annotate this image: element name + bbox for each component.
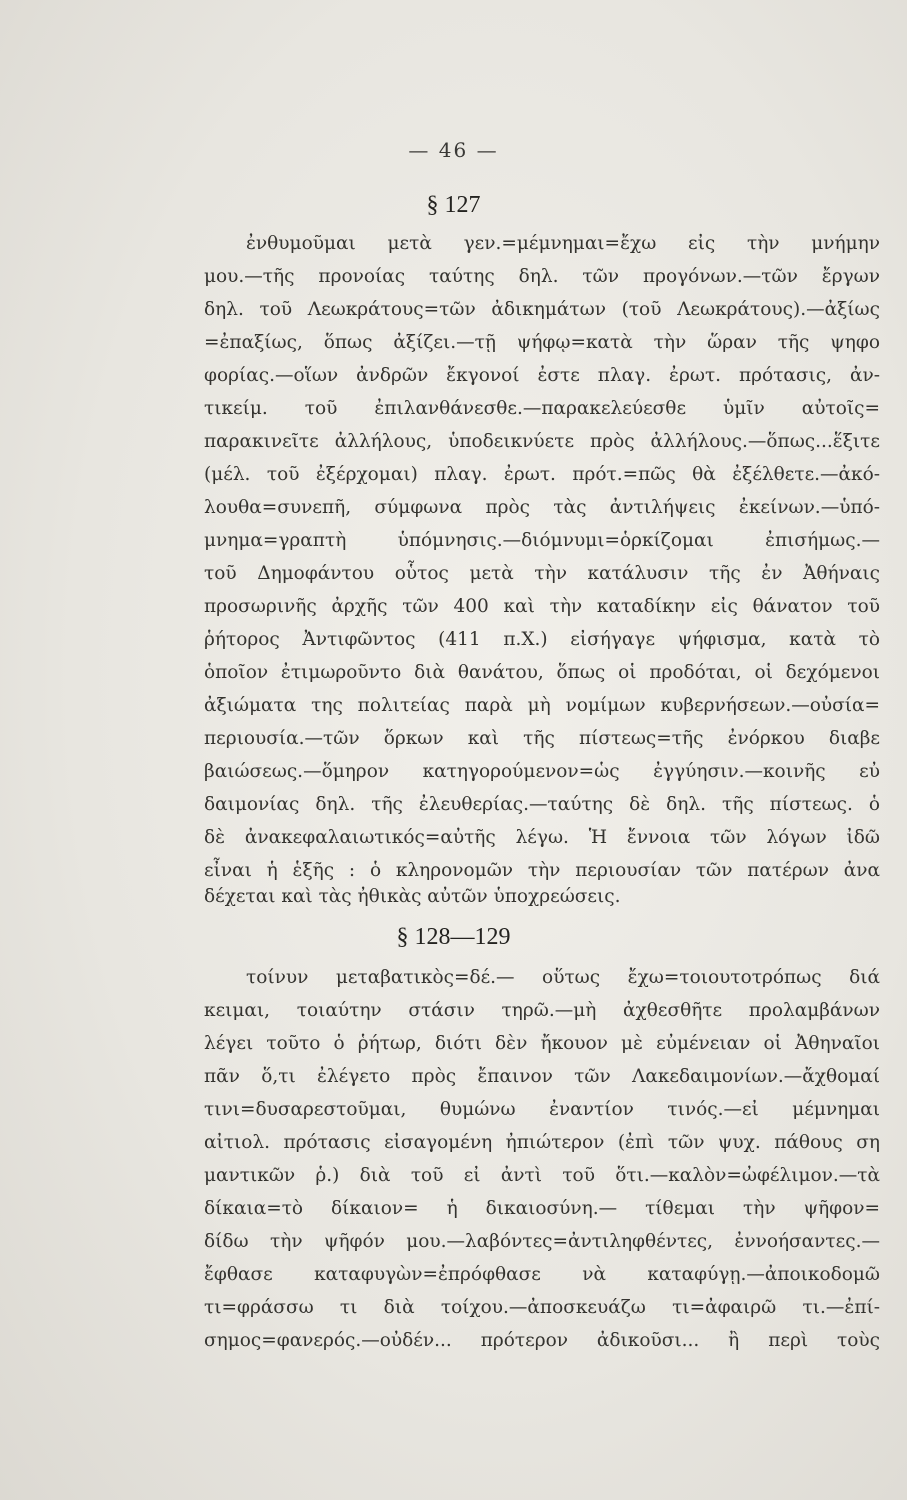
text-line: δὲ ἀνακεφαλαιωτικός=αὐτῆς λέγω. Ἡ ἔννοια τῶν λόγων ἰδῶ	[204, 827, 880, 848]
text-line: τοῦ Δημοφάντου οὗτος μετὰ τὴν κατάλυσιν τῆς ἐν Ἀθήναις	[204, 563, 880, 584]
text-line: περιουσία.—τῶν ὅρκων καὶ τῆς πίστεως=τῆς ἐνόρκου διαβε	[204, 728, 880, 749]
text-line: δίκαια=τὸ δίκαιον= ἡ δικαιοσύνη.— τίθεμαι τὴν ψῆφον=	[204, 1198, 880, 1219]
text-line: (μέλ. τοῦ ἐξέρχομαι) πλαγ. ἐρωτ. πρότ.=πῶς θὰ ἐξέλθετε.—ἀκό-	[204, 464, 880, 485]
text-line: ἔφθασε καταφυγὼν=ἐπρόφθασε νὰ καταφύγῃ.—ἀποικοδομῶ	[204, 1264, 880, 1285]
text-line: βαιώσεως.—ὅμηρον κατηγορούμενον=ὡς ἐγγύησιν.—κοινῆς εὐ	[204, 761, 880, 782]
text-line: ἐνθυμοῦμαι μετὰ γεν.=μέμνημαι=ἔχω εἰς τὴν μνήμην	[246, 233, 880, 254]
text-line: πᾶν ὅ,τι ἐλέγετο πρὸς ἔπαινον τῶν Λακεδαιμονίων.—ἄχθομαί	[204, 1066, 880, 1087]
text-line: φορίας.—οἵων ἀνδρῶν ἔκγονοί ἐστε πλαγ. ἐρωτ. πρότασις, ἀν-	[204, 365, 880, 386]
text-line: ἀξιώματα της πολιτείας παρὰ μὴ νομίμων κυβερνήσεων.—οὐσία=	[204, 695, 880, 716]
text-line: τινι=δυσαρεστοῦμαι, θυμώνω ἐναντίον τινός.—εἰ μέμνημαι	[204, 1099, 880, 1120]
text-line: δαιμονίας δηλ. τῆς ἐλευθερίας.—ταύτης δὲ δηλ. τῆς πίστεως. ὁ	[204, 794, 880, 815]
text-line: δέχεται καὶ τὰς ἠθικὰς αὐτῶν ὑποχρεώσεις.	[204, 886, 621, 907]
text-line: μαντικῶν ῥ.) διὰ τοῦ εἰ ἀντὶ τοῦ ὅτι.—καλὸν=ὠφέλιμον.—τὰ	[204, 1165, 880, 1186]
text-line: δηλ. τοῦ Λεωκράτους=τῶν ἀδικημάτων (τοῦ Λεωκράτους).—ἀξίως	[204, 299, 880, 320]
text-line: σημος=φανερός.—οὐδέν... πρότερον ἀδικοῦσι... ἢ περὶ τοὺς	[204, 1330, 880, 1351]
text-line: ὁποῖον ἐτιμωροῦντο διὰ θανάτου, ὅπως οἱ προδόται, οἱ δεχόμενοι	[204, 662, 880, 683]
text-line: τικείμ. τοῦ ἐπιλανθάνεσθε.—παρακελεύεσθε ὑμῖν αὐτοῖς=	[204, 398, 880, 419]
page-number: — 46 —	[408, 138, 499, 162]
text-line: λέγει τοῦτο ὁ ῥήτωρ, διότι δὲν ἤκουον μὲ εὐμένειαν οἱ Ἀθηναῖοι	[204, 1033, 880, 1054]
text-line: εἶναι ἡ ἑξῆς : ὁ κληρονομῶν τὴν περιουσίαν τῶν πατέρων ἀνα	[204, 860, 880, 881]
text-line: δίδω τὴν ψῆφόν μου.—λαβόντες=ἀντιληφθέντες, ἐννοήσαντες.—	[204, 1231, 880, 1252]
text-line: αἰτιολ. πρότασις εἰσαγομένη ἠπιώτερον (ἐπὶ τῶν ψυχ. πάθους ση	[204, 1132, 880, 1153]
text-line: τοίνυν μεταβατικὸς=δέ.— οὕτως ἔχω=τοιουτοτρόπως διά	[246, 967, 880, 988]
text-line: μνημα=γραπτὴ ὑπόμνησις.—διόμνυμι=ὁρκίζομαι ἐπισήμως.—	[204, 530, 880, 551]
text-line: τι=φράσσω τι διὰ τοίχου.—ἀποσκευάζω τι=ἀφαιρῶ τι.—ἐπί-	[204, 1297, 880, 1318]
text-line: μου.—τῆς προνοίας ταύτης δηλ. τῶν προγόνων.—τῶν ἔργων	[204, 266, 880, 287]
text-line: λουθα=συνεπῆ, σύμφωνα πρὸς τὰς ἀντιλήψεις ἐκείνων.—ὑπό-	[204, 497, 880, 518]
text-line: =ἐπαξίως, ὅπως ἀξίζει.—τῇ ψήφῳ=κατὰ τὴν ὥραν τῆς ψηφο	[204, 332, 880, 353]
section-heading-128-129: § 128—129	[396, 924, 511, 950]
text-line: προσωρινῆς ἀρχῆς τῶν 400 καὶ τὴν καταδίκην εἰς θάνατον τοῦ	[204, 596, 880, 617]
text-line: κειμαι, τοιαύτην στάσιν τηρῶ.—μὴ ἀχθεσθῆτε προλαμβάνων	[204, 1000, 880, 1021]
text-line: παρακινεῖτε ἀλλήλους, ὑποδεικνύετε πρὸς ἀλλήλους.—ὅπως...ἕξιτε	[204, 431, 880, 452]
text-line: ῥήτορος Ἀντιφῶντος (411 π.Χ.) εἰσήγαγε ψήφισμα, κατὰ τὸ	[204, 629, 880, 650]
section-heading-127: § 127	[426, 192, 481, 218]
